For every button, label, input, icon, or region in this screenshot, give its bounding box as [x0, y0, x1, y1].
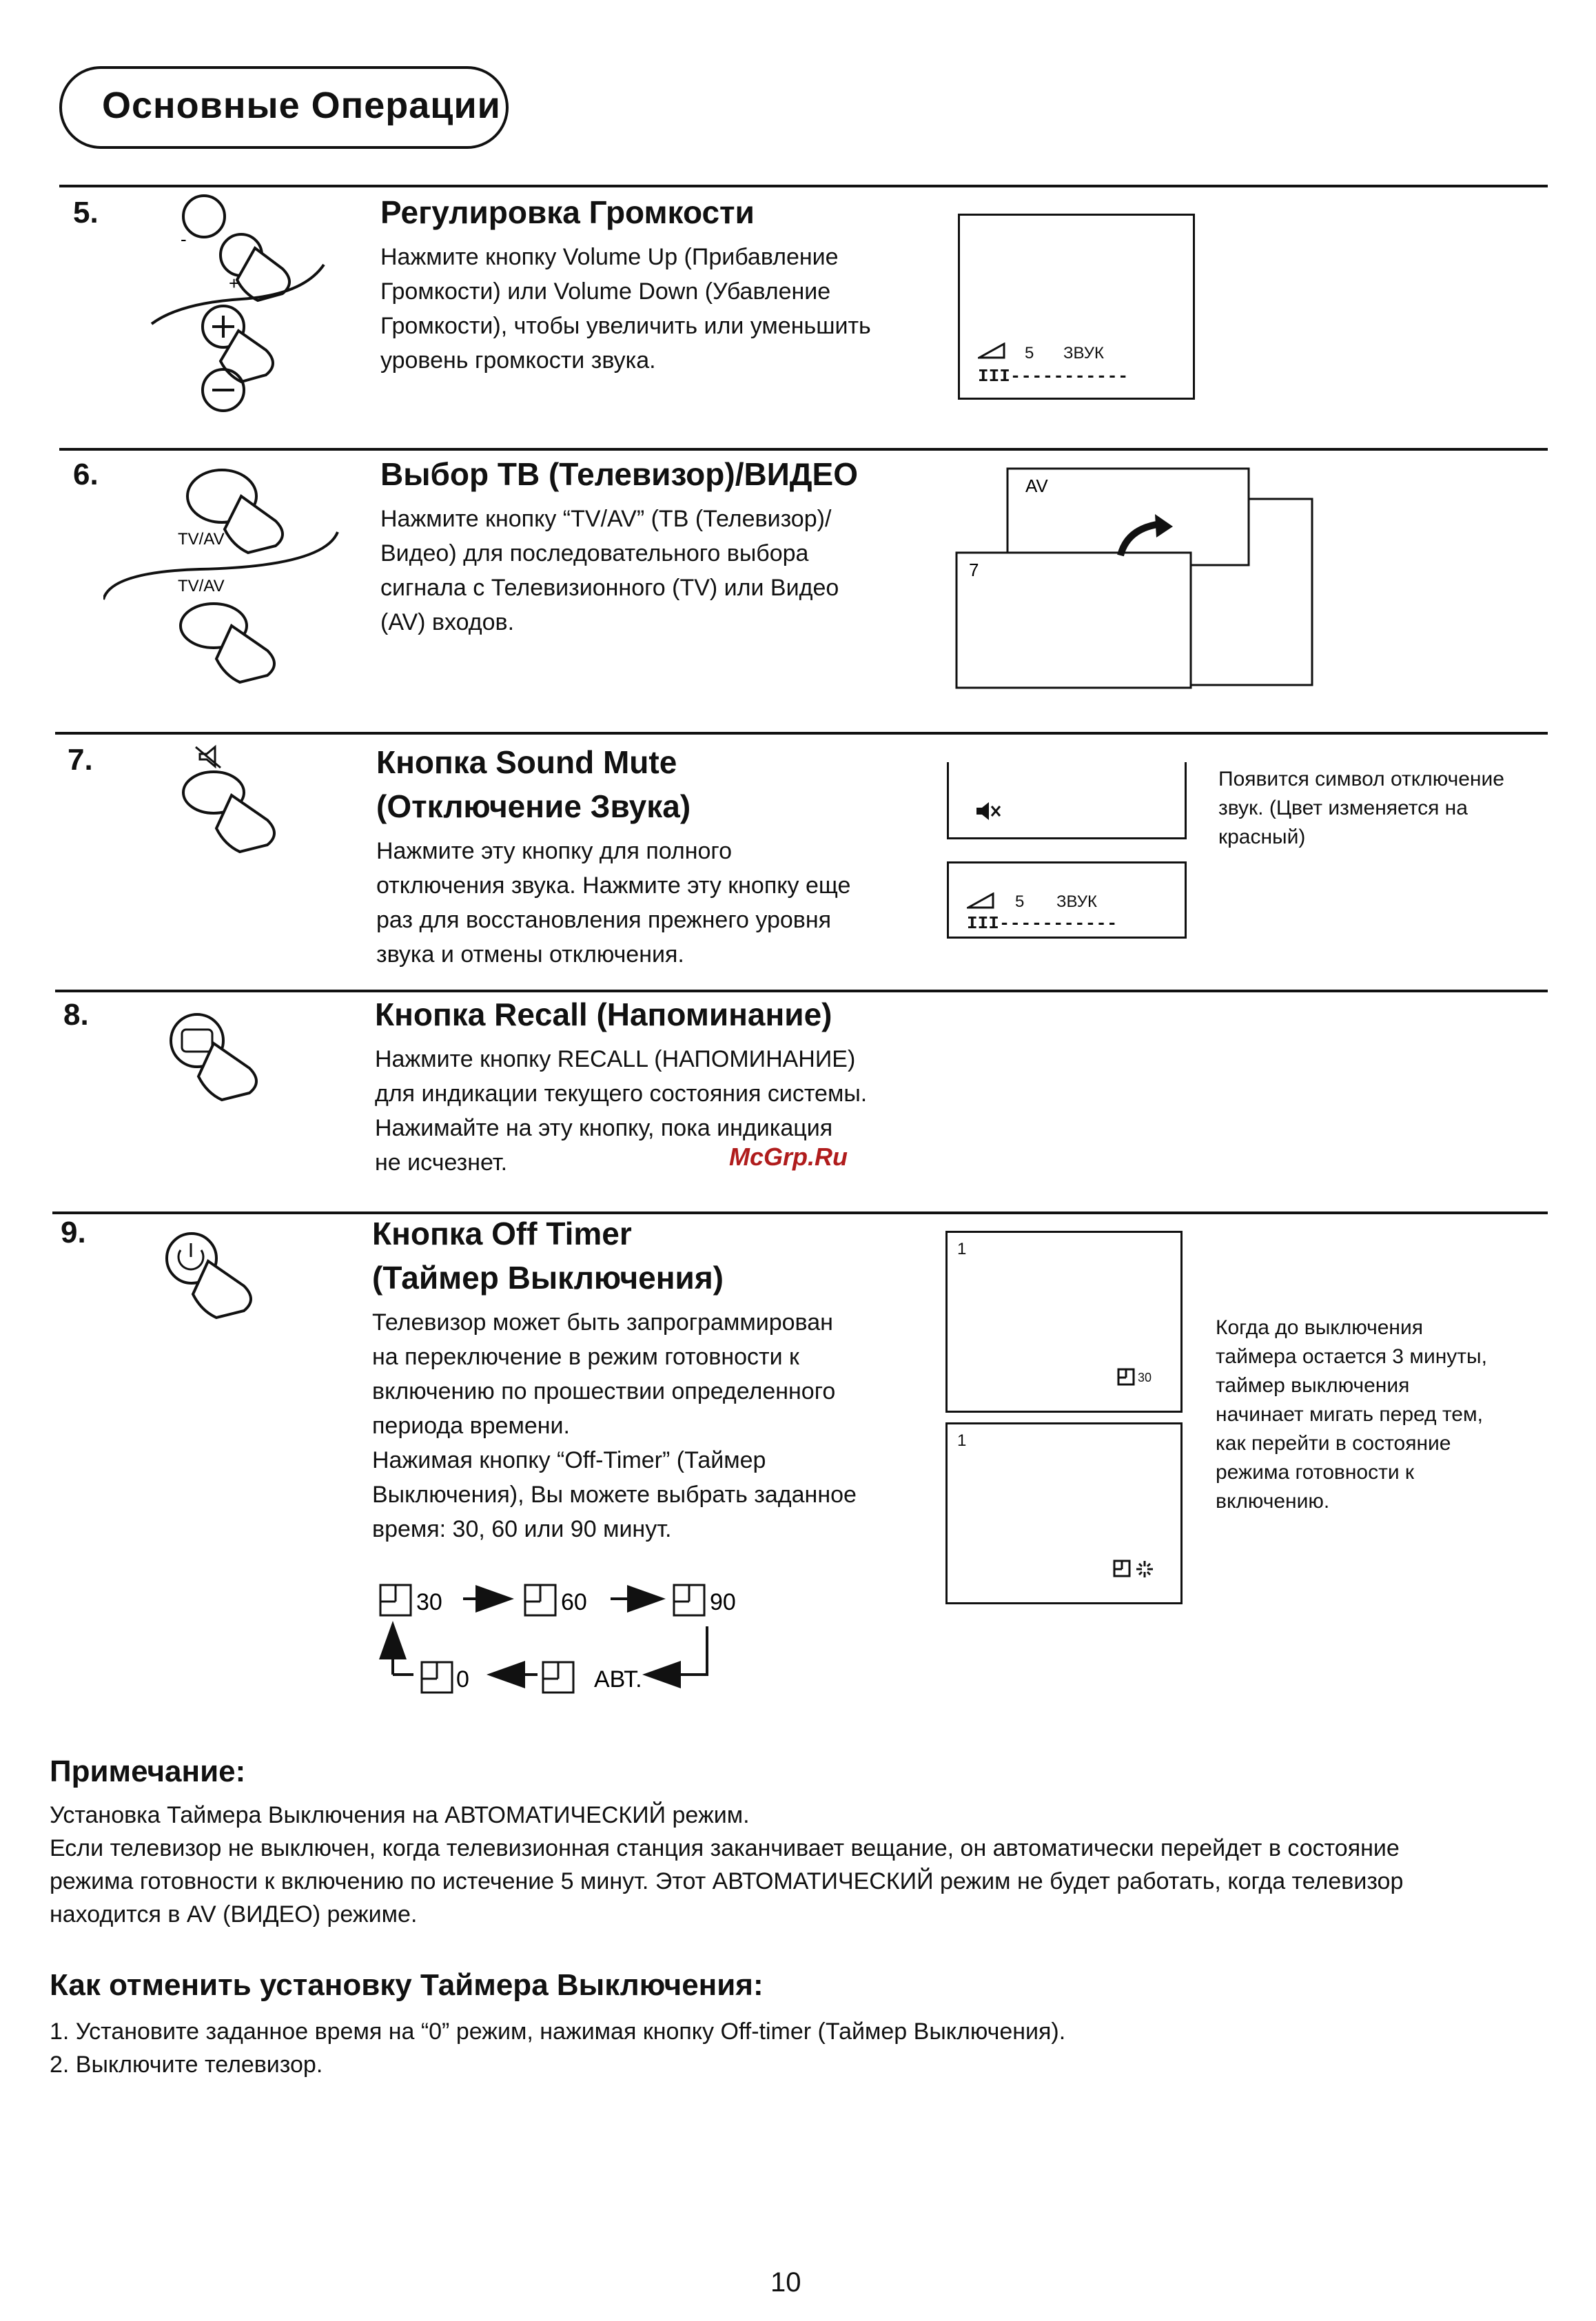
section-subtitle: (Отключение Звука) [376, 788, 691, 824]
divider [52, 1211, 1548, 1214]
timer-blink-icon [1113, 1560, 1158, 1580]
volume-value: 5 [1015, 892, 1025, 911]
channel-number: 1 [957, 1431, 967, 1450]
section-body: Телевизор может быть запрограммирован на переключение в режим готовности к включению по прошествии определенного периода времени. Нажимая кнопку “Off-Timer” (Таймер Выключения), Вы можете выбрать заданное время: 30, 60 или 90 минут. [372, 1309, 857, 1542]
volume-bar: III----------- [978, 366, 1129, 387]
mute-icon [974, 801, 1001, 821]
tv-screen [958, 214, 1195, 400]
volume-icon [967, 892, 994, 910]
timer-value: 30 [1138, 1371, 1152, 1384]
note-body: Установка Таймера Выключения на АВТОМАТИЧЕСКИЙ режим. Если телевизор не выключен, когда телевизионная станция заканчивает вещание, он автоматически перейдет в состояние режима готовности к включению по истечение 5 минут. Этот АВТОМАТИЧЕСКИЙ режим не будет работать, когда телевизор находится в AV (ВИДЕО) режиме. [50, 1802, 1404, 1928]
timer-90: 90 [710, 1589, 736, 1615]
divider [59, 448, 1548, 451]
volume-buttons-icon [138, 186, 331, 420]
volume-icon [978, 342, 1005, 360]
tv-screen-mute [947, 762, 1187, 839]
input-switch-diagram [948, 464, 1320, 699]
cancel-title: Как отменить установку Таймера Выключения: [50, 1968, 764, 2002]
mute-button-icon [165, 744, 303, 861]
page-number: 10 [770, 2267, 801, 2298]
section-number: 8. [63, 998, 89, 1032]
section-title: Кнопка Off Timer [372, 1216, 632, 1251]
button-label: TV/AV [178, 577, 225, 595]
timer-cycle-diagram [372, 1571, 758, 1709]
section-title: Кнопка Sound Mute [376, 744, 677, 780]
timer-icon [1117, 1368, 1135, 1386]
watermark: McGrp.Ru [729, 1143, 848, 1171]
side-note: Появится символ отключение звук. (Цвет изменяется на красный) [1218, 768, 1504, 848]
section-number: 6. [73, 458, 99, 491]
volume-label: ЗВУК [1063, 344, 1104, 362]
section-subtitle: (Таймер Выключения) [372, 1260, 724, 1296]
tv-screen-timer-blink [945, 1422, 1183, 1604]
volume-value: 5 [1025, 344, 1034, 362]
timer-0: 0 [456, 1666, 469, 1693]
volume-bar: III----------- [967, 913, 1118, 934]
channel-label: 7 [969, 560, 979, 580]
minus-label: - [181, 229, 187, 249]
section-body: Нажмите кнопку Volume Up (Прибавление Громкости) или Volume Down (Убавление Громкости), чтобы увеличить или уменьшить уровень громкости звука. [380, 244, 871, 374]
section-title: Регулировка Громкости [380, 194, 755, 230]
tv-screen-volume [947, 861, 1187, 939]
section-body: Нажмите эту кнопку для полного отключения звука. Нажмите эту кнопку еще раз для восстановления прежнего уровня звука и отмены отключения. [376, 838, 851, 968]
note-title: Примечание: [50, 1755, 246, 1788]
timer-auto: АВТ. [594, 1666, 642, 1693]
volume-label: ЗВУК [1056, 892, 1097, 911]
divider [55, 732, 1548, 735]
plus-label: + [229, 273, 240, 294]
side-note: Когда до выключения таймера остается 3 минуты, таймер выключения начинает мигать перед тем, как перейти в состояние режима готовности к включению. [1216, 1316, 1487, 1513]
page-title: Основные Операции [102, 85, 501, 126]
channel-number: 1 [957, 1240, 967, 1258]
tv-av-buttons-icon [103, 455, 365, 689]
off-timer-button-icon [156, 1227, 294, 1344]
section-number: 5. [73, 196, 99, 229]
button-label: TV/AV [178, 530, 225, 549]
section-number: 9. [61, 1216, 86, 1249]
section-body: Нажмите кнопку “TV/AV” (ТВ (Телевизор)/ Видео) для последовательного выбора сигнала с Телевизионного (TV) или Видео (AV) входов. [380, 506, 839, 635]
av-label: AV [1025, 476, 1048, 496]
section-title: Кнопка Recall (Напоминание) [375, 996, 832, 1032]
section-title: Выбор ТВ (Телевизор)/ВИДЕО [380, 456, 858, 492]
recall-button-icon [158, 1009, 296, 1126]
cancel-body: 1. Установите заданное время на “0” режим, нажимая кнопку Off-timer (Таймер Выключения). 2. Выключите телевизор. [50, 2018, 1066, 2078]
tv-screen-timer [945, 1231, 1183, 1413]
section-number: 7. [68, 743, 93, 777]
timer-30: 30 [416, 1589, 442, 1615]
timer-60: 60 [561, 1589, 587, 1615]
section-body: Нажмите кнопку RECALL (НАПОМИНАНИЕ) для индикации текущего состояния системы. Нажимайте на эту кнопку, пока индикация не исчезнет. [375, 1046, 868, 1176]
